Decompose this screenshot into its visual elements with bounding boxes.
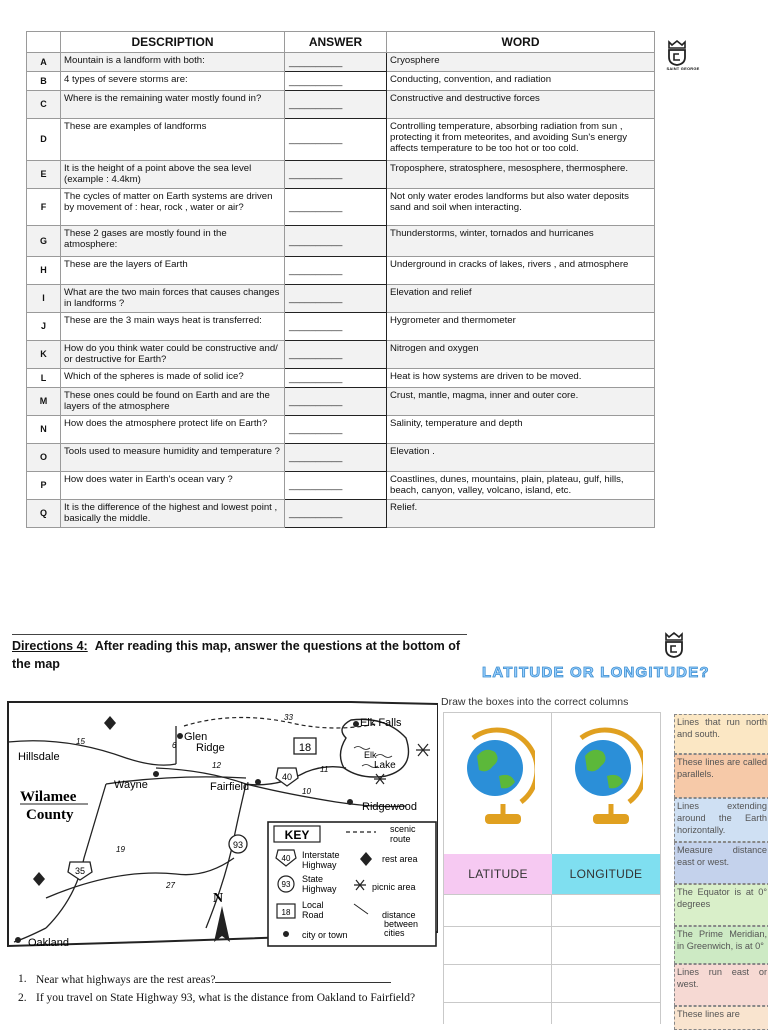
row-letter: I bbox=[27, 285, 61, 313]
row-description: These ones could be found on Earth and are the layers of the atmosphere bbox=[61, 388, 285, 416]
header-answer: ANSWER bbox=[285, 32, 387, 53]
answer-field[interactable]: __________ bbox=[285, 472, 387, 500]
distance-10: 10 bbox=[302, 787, 311, 796]
answer-field[interactable]: __________ bbox=[285, 189, 387, 226]
row-letter: M bbox=[27, 388, 61, 416]
school-logo-2 bbox=[663, 632, 685, 658]
row-word: Constructive and destructive forces bbox=[387, 91, 655, 119]
key-local-num: 18 bbox=[281, 908, 291, 917]
answer-field[interactable]: __________ bbox=[285, 226, 387, 257]
row-word: Nitrogen and oxygen bbox=[387, 341, 655, 369]
row-description: These are the 3 main ways heat is transferred: bbox=[61, 313, 285, 341]
table-row bbox=[27, 91, 655, 119]
answer-field[interactable]: __________ bbox=[285, 53, 387, 72]
place-ridge: Ridge bbox=[196, 742, 225, 754]
place-lake: Lake bbox=[374, 760, 396, 771]
row-word: Underground in cracks of lakes, rivers , and atmosphere bbox=[387, 257, 655, 285]
place-ridgewood: Ridgewood bbox=[362, 801, 418, 813]
table-body bbox=[27, 53, 655, 528]
question-item bbox=[18, 972, 438, 987]
place-hillsdale: Hillsdale bbox=[18, 751, 60, 763]
sort-grid bbox=[443, 712, 661, 1024]
answer-field[interactable]: __________ bbox=[285, 500, 387, 528]
row-word: Thunderstorms, winter, tornados and hurricanes bbox=[387, 226, 655, 257]
city-dot bbox=[153, 771, 159, 777]
north-arrow-icon bbox=[214, 906, 230, 942]
row-word: Elevation and relief bbox=[387, 285, 655, 313]
table-row bbox=[27, 341, 655, 369]
school-logo bbox=[666, 40, 706, 71]
picnic-area-icon bbox=[374, 774, 386, 784]
highway-18-label: 18 bbox=[298, 742, 312, 754]
latlong-title: LATITUDE OR LONGITUDE? bbox=[482, 664, 710, 681]
row-description: What are the two main forces that causes changes in landforms ? bbox=[61, 285, 285, 313]
header-letter bbox=[27, 32, 61, 53]
row-word: Cryosphere bbox=[387, 53, 655, 72]
answer-field[interactable]: __________ bbox=[285, 161, 387, 189]
key-distance-3: cities bbox=[384, 928, 405, 938]
row-description: It is the height of a point above the sea level (example : 4.4km) bbox=[61, 161, 285, 189]
table-row bbox=[27, 472, 655, 500]
key-local-1: Local bbox=[302, 900, 324, 910]
row-description: These 2 gases are mostly found in the atmosphere: bbox=[61, 226, 285, 257]
row-letter: O bbox=[27, 444, 61, 472]
road-12 bbox=[156, 767, 346, 785]
worksheet-table bbox=[26, 31, 655, 528]
sort-card[interactable]: These lines are called parallels. bbox=[674, 754, 768, 798]
answer-blank[interactable] bbox=[215, 972, 391, 983]
globe-icon bbox=[567, 726, 643, 830]
table-row bbox=[27, 119, 655, 161]
table-row bbox=[27, 313, 655, 341]
row-letter: C bbox=[27, 91, 61, 119]
answer-field[interactable]: __________ bbox=[285, 119, 387, 161]
place-wayne: Wayne bbox=[114, 779, 148, 791]
row-letter: H bbox=[27, 257, 61, 285]
sort-card[interactable]: Lines run east or west. bbox=[674, 964, 768, 1006]
row-letter: E bbox=[27, 161, 61, 189]
key-state-num: 93 bbox=[281, 880, 291, 889]
distance-11: 11 bbox=[320, 765, 329, 774]
sort-card[interactable]: Lines that run north and south. bbox=[674, 714, 768, 754]
distance-27: 27 bbox=[166, 881, 175, 890]
directions-lead: Directions 4: bbox=[12, 639, 88, 653]
row-description: These are examples of landforms bbox=[61, 119, 285, 161]
city-dot bbox=[353, 721, 359, 727]
row-description: The cycles of matter on Earth systems are driven by movement of : hear, rock , water or air? bbox=[61, 189, 285, 226]
table-row bbox=[27, 189, 655, 226]
latitude-column-header: LATITUDE bbox=[444, 854, 552, 894]
city-key-icon bbox=[283, 931, 289, 937]
answer-field[interactable]: __________ bbox=[285, 285, 387, 313]
distance-12: 12 bbox=[212, 761, 221, 770]
header-description: DESCRIPTION bbox=[61, 32, 285, 53]
row-description: It is the difference of the highest and lowest point , basically the middle. bbox=[61, 500, 285, 528]
row-word: Elevation . bbox=[387, 444, 655, 472]
city-dot bbox=[347, 799, 353, 805]
place-fairfield: Fairfield bbox=[210, 781, 250, 793]
row-word: Conducting, convention, and radiation bbox=[387, 72, 655, 91]
table-row bbox=[27, 72, 655, 91]
answer-field[interactable]: __________ bbox=[285, 91, 387, 119]
table-header-row bbox=[27, 32, 655, 53]
crest-icon bbox=[663, 632, 685, 658]
city-dot bbox=[15, 937, 21, 943]
key-distance-1: distance bbox=[382, 910, 416, 920]
key-scenic-2: route bbox=[390, 834, 411, 844]
row-word: Heat is how systems are driven to be moved. bbox=[387, 369, 655, 388]
key-picnic: picnic area bbox=[372, 882, 416, 892]
key-interstate-2: Highway bbox=[302, 860, 337, 870]
row-description: Where is the remaining water mostly found in? bbox=[61, 91, 285, 119]
rest-area-icon bbox=[33, 872, 45, 886]
table-row bbox=[27, 444, 655, 472]
road-19 bbox=[46, 784, 106, 928]
answer-field[interactable]: __________ bbox=[285, 313, 387, 341]
logo-text: SAINT GEORGE bbox=[666, 66, 700, 71]
row-letter: G bbox=[27, 226, 61, 257]
county-map bbox=[6, 698, 438, 950]
answer-field[interactable]: __________ bbox=[285, 341, 387, 369]
key-state-2: Highway bbox=[302, 884, 337, 894]
row-letter: D bbox=[27, 119, 61, 161]
sort-card[interactable]: Measure distance east or west. bbox=[674, 842, 768, 884]
city-dot bbox=[255, 779, 261, 785]
key-distance-2: between bbox=[384, 919, 419, 929]
row-letter: K bbox=[27, 341, 61, 369]
key-title: KEY bbox=[284, 828, 310, 842]
directions bbox=[12, 637, 467, 673]
interstate-35-label: 35 bbox=[74, 866, 86, 876]
table-row bbox=[27, 53, 655, 72]
row-word: Coastlines, dunes, mountains, plain, plateau, gulf, hills, beach, canyon, valley, volcano, island, etc. bbox=[387, 472, 655, 500]
table-row bbox=[27, 416, 655, 444]
row-letter: L bbox=[27, 369, 61, 388]
sort-card[interactable]: These lines are bbox=[674, 1006, 768, 1030]
state-93-label: 93 bbox=[232, 840, 244, 850]
answer-field[interactable]: __________ bbox=[285, 257, 387, 285]
distance-6: 6 bbox=[172, 741, 177, 750]
distance-33: 33 bbox=[284, 713, 293, 722]
row-word: Relief. bbox=[387, 500, 655, 528]
row-letter: N bbox=[27, 416, 61, 444]
header-word: WORD bbox=[387, 32, 655, 53]
county-name-2: County bbox=[26, 807, 74, 823]
key-city: city or town bbox=[302, 930, 348, 940]
row-letter: J bbox=[27, 313, 61, 341]
north-label: N bbox=[212, 891, 224, 906]
answer-field[interactable]: __________ bbox=[285, 416, 387, 444]
row-word: Not only water erodes landforms but also water deposits sand and soil when interacting. bbox=[387, 189, 655, 226]
answer-field[interactable]: __________ bbox=[285, 369, 387, 388]
question-number: 2. bbox=[18, 992, 27, 1004]
row-description: How does water in Earth's ocean vary ? bbox=[61, 472, 285, 500]
picnic-area-icon bbox=[416, 744, 430, 756]
table-row bbox=[27, 285, 655, 313]
table-row bbox=[27, 257, 655, 285]
place-elk-falls: Elk Falls bbox=[360, 717, 402, 729]
road-93 bbox=[206, 784, 246, 928]
question-text: Near what highways are the rest areas? bbox=[36, 974, 216, 986]
table-row bbox=[27, 388, 655, 416]
row-word: Troposphere, stratosphere, mesosphere, thermosphere. bbox=[387, 161, 655, 189]
sort-card[interactable]: The Prime Meridian, in Greenwich, is at 0° bbox=[674, 926, 768, 964]
place-elk: Elk bbox=[364, 750, 377, 760]
key-scenic-1: scenic bbox=[390, 824, 416, 834]
directions-text: After reading this map, answer the questions at the bottom of the map bbox=[12, 639, 461, 671]
key-interstate-num: 40 bbox=[281, 854, 291, 863]
divider bbox=[12, 634, 467, 635]
row-description: How do you think water could be constructive and/ or destructive for Earth? bbox=[61, 341, 285, 369]
row-word: Crust, mantle, magma, inner and outer core. bbox=[387, 388, 655, 416]
row-word: Salinity, temperature and depth bbox=[387, 416, 655, 444]
row-description: 4 types of severe storms are: bbox=[61, 72, 285, 91]
answer-field[interactable]: __________ bbox=[285, 388, 387, 416]
row-letter: A bbox=[27, 53, 61, 72]
table-row bbox=[27, 500, 655, 528]
key-rest: rest area bbox=[382, 854, 418, 864]
globe-icon bbox=[459, 726, 535, 830]
key-interstate-1: Interstate bbox=[302, 850, 340, 860]
key-local-2: Road bbox=[302, 910, 324, 920]
row-description: Tools used to measure humidity and temperature ? bbox=[61, 444, 285, 472]
row-letter: F bbox=[27, 189, 61, 226]
place-glen: Glen bbox=[184, 731, 208, 743]
sort-card[interactable]: The Equator is at 0° degrees bbox=[674, 884, 768, 926]
draw-hint: Draw the boxes into the correct columns bbox=[441, 696, 629, 708]
sort-card[interactable]: Lines extending around the Earth horizontally. bbox=[674, 798, 768, 842]
row-letter: Q bbox=[27, 500, 61, 528]
map-key bbox=[268, 822, 436, 946]
city-dot bbox=[177, 733, 183, 739]
key-state-1: State bbox=[302, 874, 324, 884]
row-description: Which of the spheres is made of solid ice? bbox=[61, 369, 285, 388]
rest-area-icon bbox=[104, 716, 116, 730]
answer-field[interactable]: __________ bbox=[285, 72, 387, 91]
row-description: How does the atmosphere protect life on Earth? bbox=[61, 416, 285, 444]
map-questions bbox=[18, 972, 438, 1009]
interstate-40-label: 40 bbox=[281, 772, 293, 782]
distance-15: 15 bbox=[76, 737, 85, 746]
longitude-column-header: LONGITUDE bbox=[552, 854, 660, 894]
table-row bbox=[27, 226, 655, 257]
question-number: 1. bbox=[18, 973, 27, 985]
crest-icon bbox=[666, 40, 688, 66]
row-word: Hygrometer and thermometer bbox=[387, 313, 655, 341]
question-text: If you travel on State Highway 93, what is the distance from Oakland to Fairfield? bbox=[36, 992, 416, 1004]
question-item bbox=[18, 991, 438, 1005]
row-word: Controlling temperature, absorbing radiation from sun , protecting it from meteorites, and avoiding Sun's energy affects temperature to be too hot or too cold. bbox=[387, 119, 655, 161]
table-row bbox=[27, 369, 655, 388]
row-letter: B bbox=[27, 72, 61, 91]
answer-field[interactable]: __________ bbox=[285, 444, 387, 472]
county-name-1: Wilamee bbox=[20, 789, 77, 805]
row-description: Mountain is a landform with both: bbox=[61, 53, 285, 72]
distance-19: 19 bbox=[116, 845, 125, 854]
row-description: These are the layers of Earth bbox=[61, 257, 285, 285]
table-row bbox=[27, 161, 655, 189]
place-oakland: Oakland bbox=[28, 937, 69, 949]
row-letter: P bbox=[27, 472, 61, 500]
